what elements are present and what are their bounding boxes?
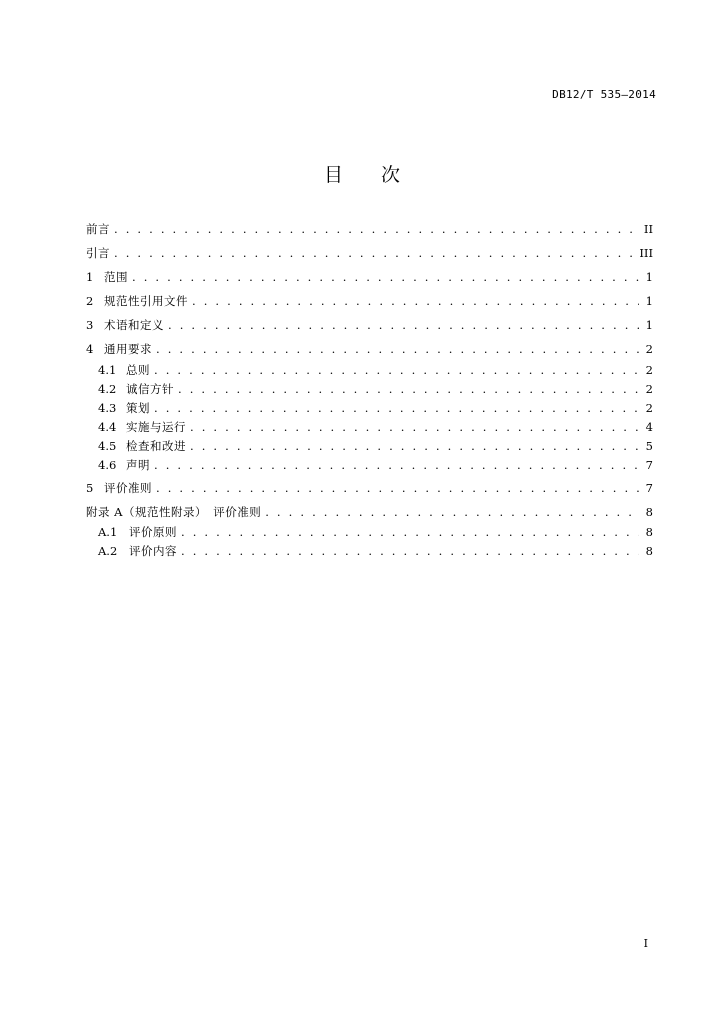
toc-number: 4.4 <box>98 420 117 434</box>
toc-entry-4-1[interactable] <box>86 361 653 380</box>
toc-entry-introduction[interactable] <box>86 244 653 262</box>
toc-number: 5 <box>86 481 94 495</box>
toc-label: 实施与运行 <box>126 420 186 434</box>
leader-dots <box>168 316 639 334</box>
leader-dots <box>181 523 639 542</box>
toc-page: 8 <box>645 544 653 558</box>
toc-page: 5 <box>645 439 653 453</box>
toc-label: 引言 <box>86 246 110 260</box>
toc-entry-terms[interactable] <box>86 316 653 334</box>
page-number: I <box>643 937 648 950</box>
toc-label: 通用要求 <box>104 342 152 356</box>
toc-number: 4.5 <box>98 439 117 453</box>
leader-dots <box>154 399 639 418</box>
leader-dots <box>114 220 639 238</box>
toc-page: III <box>639 246 653 260</box>
toc-entry-general-requirements[interactable] <box>86 340 653 358</box>
toc-label: 检查和改进 <box>126 439 186 453</box>
toc-page: 2 <box>645 363 653 377</box>
toc-page: 7 <box>645 481 653 495</box>
toc-label: 范围 <box>104 270 128 284</box>
toc-entry-a-2[interactable] <box>86 542 653 561</box>
leader-dots <box>132 268 639 286</box>
toc-entry-scope[interactable] <box>86 268 653 286</box>
table-of-contents <box>86 220 653 561</box>
toc-label: 前言 <box>86 222 110 236</box>
leader-dots <box>154 361 639 380</box>
toc-page: 8 <box>645 525 653 539</box>
toc-page: 1 <box>645 318 653 332</box>
leader-dots <box>156 479 639 497</box>
toc-page: 1 <box>645 294 653 308</box>
leader-dots <box>154 456 639 475</box>
leader-dots <box>156 340 639 358</box>
leader-dots <box>265 503 639 521</box>
leader-dots <box>190 437 639 456</box>
toc-number: 3 <box>86 318 94 332</box>
toc-entry-foreword[interactable] <box>86 220 653 238</box>
title-char-1: 目 <box>323 164 343 186</box>
toc-label: 评价原则 <box>129 525 177 539</box>
toc-number: 4 <box>86 342 94 356</box>
toc-label: 附录 A（规范性附录） 评价准则 <box>86 505 262 519</box>
toc-entry-4-2[interactable] <box>86 380 653 399</box>
toc-page: 7 <box>645 458 653 472</box>
leader-dots <box>178 380 639 399</box>
toc-label: 总则 <box>126 363 150 377</box>
toc-page: II <box>643 222 653 236</box>
toc-label: 术语和定义 <box>104 318 164 332</box>
toc-label: 评价准则 <box>104 481 152 495</box>
toc-number: A.1 <box>98 525 118 539</box>
toc-number: 1 <box>86 270 94 284</box>
toc-entry-4-4[interactable] <box>86 418 653 437</box>
toc-number: 2 <box>86 294 94 308</box>
toc-entry-4-3[interactable] <box>86 399 653 418</box>
toc-page: 2 <box>645 342 653 356</box>
toc-entry-annex-a[interactable] <box>86 503 653 521</box>
toc-number: A.2 <box>98 544 118 558</box>
toc-entry-a-1[interactable] <box>86 523 653 542</box>
leader-dots <box>181 542 639 561</box>
toc-label: 诚信方针 <box>126 382 174 396</box>
standard-code: DB12/T 535—2014 <box>552 88 656 101</box>
toc-label: 策划 <box>126 401 150 415</box>
toc-page: 4 <box>645 420 653 434</box>
toc-label: 声明 <box>126 458 150 472</box>
toc-entry-4-5[interactable] <box>86 437 653 456</box>
toc-page: 1 <box>645 270 653 284</box>
toc-number: 4.1 <box>98 363 117 377</box>
toc-number: 4.3 <box>98 401 117 415</box>
toc-number: 4.2 <box>98 382 117 396</box>
leader-dots <box>192 292 639 310</box>
toc-page: 2 <box>645 401 653 415</box>
page-title <box>0 160 724 187</box>
toc-entry-4-6[interactable] <box>86 456 653 475</box>
toc-label: 规范性引用文件 <box>104 294 188 308</box>
title-char-2: 次 <box>381 164 401 186</box>
toc-page: 2 <box>645 382 653 396</box>
toc-number: 4.6 <box>98 458 117 472</box>
leader-dots <box>114 244 635 262</box>
toc-entry-normative-references[interactable] <box>86 292 653 310</box>
toc-page: 8 <box>645 505 653 519</box>
toc-label: 评价内容 <box>129 544 177 558</box>
toc-entry-evaluation-criteria[interactable] <box>86 479 653 497</box>
leader-dots <box>190 418 639 437</box>
